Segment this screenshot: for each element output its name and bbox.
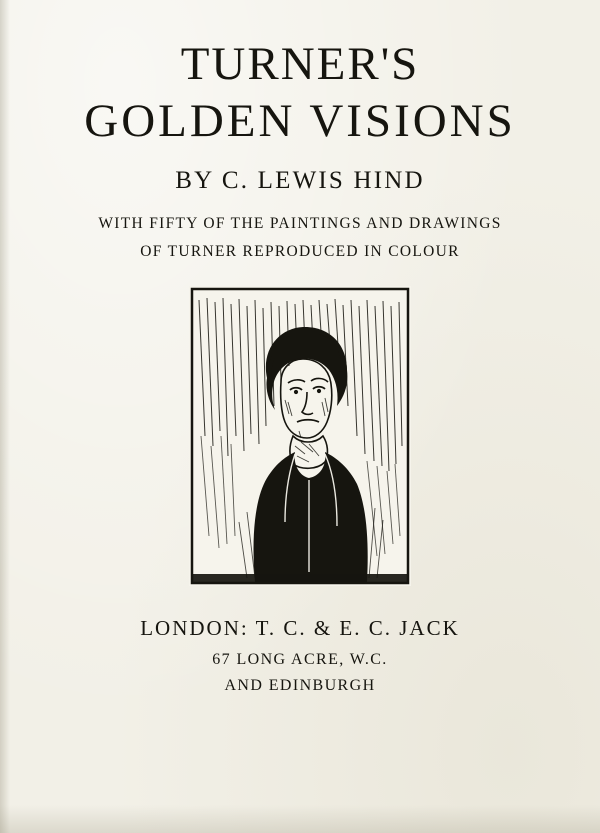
publisher-city: AND EDINBURGH	[224, 677, 376, 695]
illustration-wrapper	[0, 286, 600, 586]
author-byline: BY C. LEWIS HIND	[175, 167, 425, 195]
page-edge-shadow-bottom	[0, 805, 600, 833]
portrait-of-turner-illustration	[189, 286, 411, 586]
book-title-line-2: GOLDEN VISIONS	[84, 94, 516, 147]
publisher-line: LONDON: T. C. & E. C. JACK	[140, 616, 460, 641]
imprint-block	[0, 616, 600, 695]
subtitle-line-1: WITH FIFTY OF THE PAINTINGS AND DRAWINGS	[98, 215, 502, 233]
subtitle-line-2: OF TURNER REPRODUCED IN COLOUR	[140, 242, 460, 260]
publisher-address: 67 LONG ACRE, W.C.	[212, 651, 388, 669]
portrait-icon	[189, 286, 411, 586]
book-title-line-1: TURNER'S	[180, 38, 420, 90]
title-block	[0, 0, 600, 264]
